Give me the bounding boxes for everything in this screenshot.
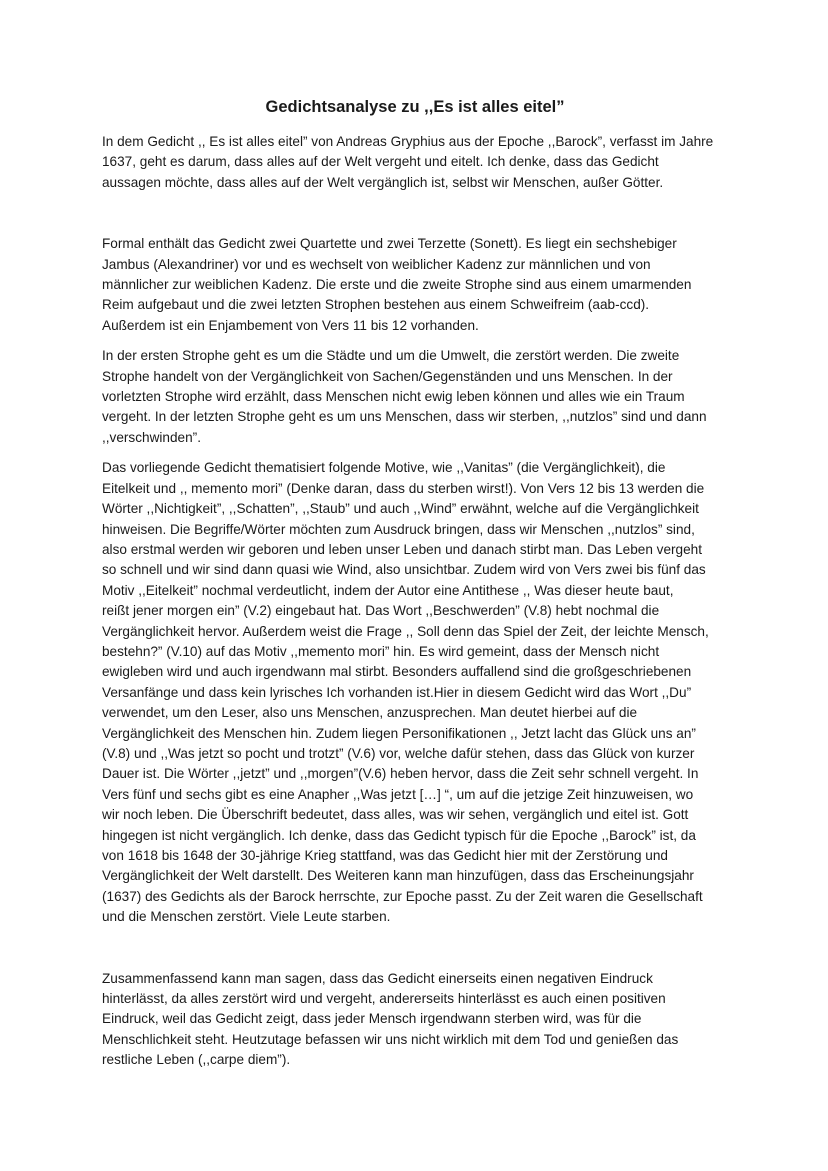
text-line: Eindruck, weil das Gedicht zeigt, dass jeder Mensch irgendwann sterben wird, was für die <box>102 1011 642 1027</box>
text-line: Vergänglichkeit der Welt darstellt. Des Weiteren kann man hinzufügen, dass das Erscheinungsjahr <box>102 868 694 884</box>
text-line: Eitelkeit und ,, memento mori” (Denke daran, dass du sterben wirst!). Von Vers 12 bis 13 werden die <box>102 480 705 496</box>
text-line: In der ersten Strophe geht es um die Städte und um die Umwelt, die zerstört werden. Die zweite <box>102 348 680 364</box>
paragraph-content <box>102 346 728 448</box>
text-line: Außerdem ist ein Enjambement von Vers 11 bis 12 vorhanden. <box>102 317 479 333</box>
paragraph-introduction <box>102 132 728 193</box>
text-line: Wörter ,,Nichtigkeit”, ,,Schatten”, ,,Staub” und auch ,,Wind” erwähnt, welche auf die Vergänglichkeit <box>102 501 699 517</box>
text-line: (1637) des Gedichts als der Barock herrschte, zur Epoche passt. Zu der Zeit waren die Gesellschaft <box>102 888 703 904</box>
text-line: hingegen ist nicht vergänglich. Ich denke, dass das Gedicht typisch für die Epoche ,,Barock” ist, da <box>102 827 696 843</box>
text-line: also erstmal werden wir geboren und leben unser Leben und danach stirbt man. Das Leben vergeht <box>102 541 703 557</box>
text-line: bestehn?” (V.10) auf das Motiv ,,memento mori” hin. Es wird gemeint, dass der Mensch nicht <box>102 643 660 659</box>
text-line: von 1618 bis 1648 der 30-jährige Krieg stattfand, was das Gedicht hier mit der Zerstörung und <box>102 848 668 863</box>
paragraph-analysis <box>102 458 728 927</box>
text-line: Menschlichkeit steht. Heutzutage befassen wir uns nicht wirklich mit dem Tod und genießen das <box>102 1031 679 1047</box>
text-line: hinweisen. Die Begriffe/Wörter möchten zum Ausdruck bringen, dass wir Menschen ,,nutzlos” sind, <box>102 521 695 537</box>
text-line: ,,verschwinden”. <box>102 429 201 445</box>
text-line: Vergänglichkeit des Menschen hin. Zudem liegen Personifikationen ,, Jetzt lacht das Glück uns an” <box>102 725 696 741</box>
text-line: Vers fünf und sechs gibt es eine Anapher ,,Was jetzt […] “, um auf die jetzige Zeit hinzuweisen, wo <box>102 786 694 802</box>
text-line: Reim aufgebaut und die zwei letzten Strophen bestehen aus einem Schweifreim (aab-ccd). <box>102 297 650 313</box>
paragraph-form <box>102 234 728 336</box>
text-line: Zusammenfassend kann man sagen, dass das Gedicht einerseits einen negativen Eindruck <box>102 970 653 986</box>
text-line: wir noch leben. Die Überschrift bedeutet, dass alles, was wir sehen, vergänglich und eitel ist. Gott <box>102 807 689 823</box>
text-line: Versanfänge und dass kein lyrisches Ich vorhanden ist.Hier in diesem Gedicht wird das Wort ,,Du” <box>102 684 692 700</box>
text-line: Das vorliegende Gedicht thematisiert folgende Motive, wie ,,Vanitas” (die Vergänglichkeit), die <box>102 460 666 476</box>
text-line: 1637, geht es darum, dass alles auf der Welt vergeht und eitelt. Ich denke, dass das Gedicht <box>102 154 659 170</box>
text-line: verwendet, um den Leser, also uns Menschen, anzusprechen. Man deutet hierbei auf die <box>102 705 638 721</box>
text-line: In dem Gedicht ,, Es ist alles eitel” von Andreas Gryphius aus der Epoche ,,Barock”, verfasst im Jahre <box>102 134 714 149</box>
text-line: Strophe handelt von der Vergänglichkeit von Sachen/Gegenständen und uns Menschen. In der <box>102 368 673 384</box>
text-line: hinterlässt, da alles zerstört wird und vergeht, andererseits hinterlässt es auch einen positiven <box>102 991 666 1007</box>
text-line: Jambus (Alexandriner) vor und es wechselt von weiblicher Kadenz zur männlichen und von <box>102 256 651 272</box>
text-line: (V.8) und ,,Was jetzt so pocht und trotzt” (V.6) vor, welche dafür stehen, dass das Glück von kurzer <box>102 745 695 761</box>
text-line: und die Menschen zerstört. Viele Leute starben. <box>102 909 391 925</box>
text-line: Motiv ,,Eitelkeit” nochmal verdeutlicht, indem der Autor eine Antithese ,, Was dieser heute baut, <box>102 582 674 598</box>
text-line: vergeht. In der letzten Strophe geht es um uns Menschen, dass wir sterben, ,,nutzlos” sind und dann <box>102 409 707 425</box>
text-line: männlicher zur weiblichen Kadenz. Die erste und die zweite Strophe sind aus einem umarmenden <box>102 277 692 293</box>
text-line: aussagen möchte, dass alles auf der Welt vergänglich ist, selbst wir Menschen, außer Götter. <box>102 174 664 190</box>
text-line: Dauer ist. Die Wörter ,,jetzt” und ,,morgen”(V.6) heben hervor, dass die Zeit sehr schnell vergeht. In <box>102 766 699 782</box>
document-title: Gedichtsanalyse zu ,,Es ist alles eitel” <box>265 98 565 116</box>
text-line: Formal enthält das Gedicht zwei Quartette und zwei Terzette (Sonett). Es liegt ein sechshebiger <box>102 236 677 252</box>
text-line: so schnell und wir sind dann quasi wie Wind, also unsichtbar. Zudem wird von Vers zwei bis fünf das <box>102 562 706 578</box>
text-line: Vergänglichkeit hervor. Außerdem weist die Frage ,, Soll denn das Spiel der Zeit, der leichte Mensch, <box>102 623 709 639</box>
text-line: restliche Leben (,,carpe diem”). <box>102 1052 291 1068</box>
text-line: reißt jener morgen ein” (V.2) eingebaut hat. Das Wort ,,Beschwerden” (V.8) hebt nochmal die <box>102 603 660 619</box>
paragraph-conclusion <box>102 969 728 1071</box>
text-line: vorletzten Strophe wird erzählt, dass Menschen nicht ewig leben können und alles wie ein Traum <box>102 389 685 405</box>
text-line: ewigleben wird und auch irgendwann mal stirbt. Besonders auffallend sind die großgeschriebenen <box>102 664 692 680</box>
